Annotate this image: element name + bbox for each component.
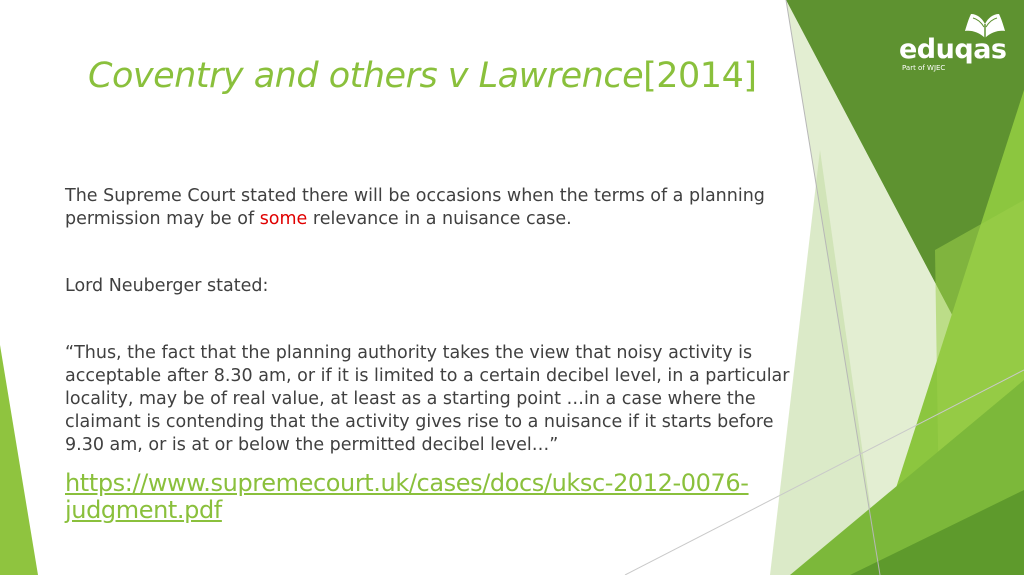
judgment-link[interactable]: https://www.supremecourt.uk/cases/docs/uksc-2012-0076-judgment.pdf [65,469,749,524]
logo-tagline: Part of WJEC [902,64,946,72]
paragraph-lord-neuberger: Lord Neuberger stated: [65,276,269,296]
highlighted-word: some [259,209,308,229]
eduqas-logo [899,12,1009,74]
title-year: [2014] [643,56,757,96]
paragraph-1-text-end: relevance in a nuisance case. [307,209,572,229]
quote-paragraph: “Thus, the fact that the planning authority takes the view that noisy activity is acceptable after 8.30 am, or if it is limited to a certain decibel level, in a particular locality, may be of real value, at least as a starting point …in a case where the claimant is contending that the activity gives rise to a nuisance if it starts before 9.30 am, or is at or below the permitted decibel level…” [65,343,790,455]
title-case-name: Coventry and others v Lawrence [88,56,644,96]
paragraph-1-text: The Supreme Court stated there will be occasions when the terms of a planning permission may be of [65,186,765,229]
left-edge-triangle [0,345,38,575]
slide-body [65,185,795,457]
paragraph-supreme-court [65,185,795,231]
logo-wordmark: eduqas [899,34,1007,65]
slide-title [88,56,757,96]
